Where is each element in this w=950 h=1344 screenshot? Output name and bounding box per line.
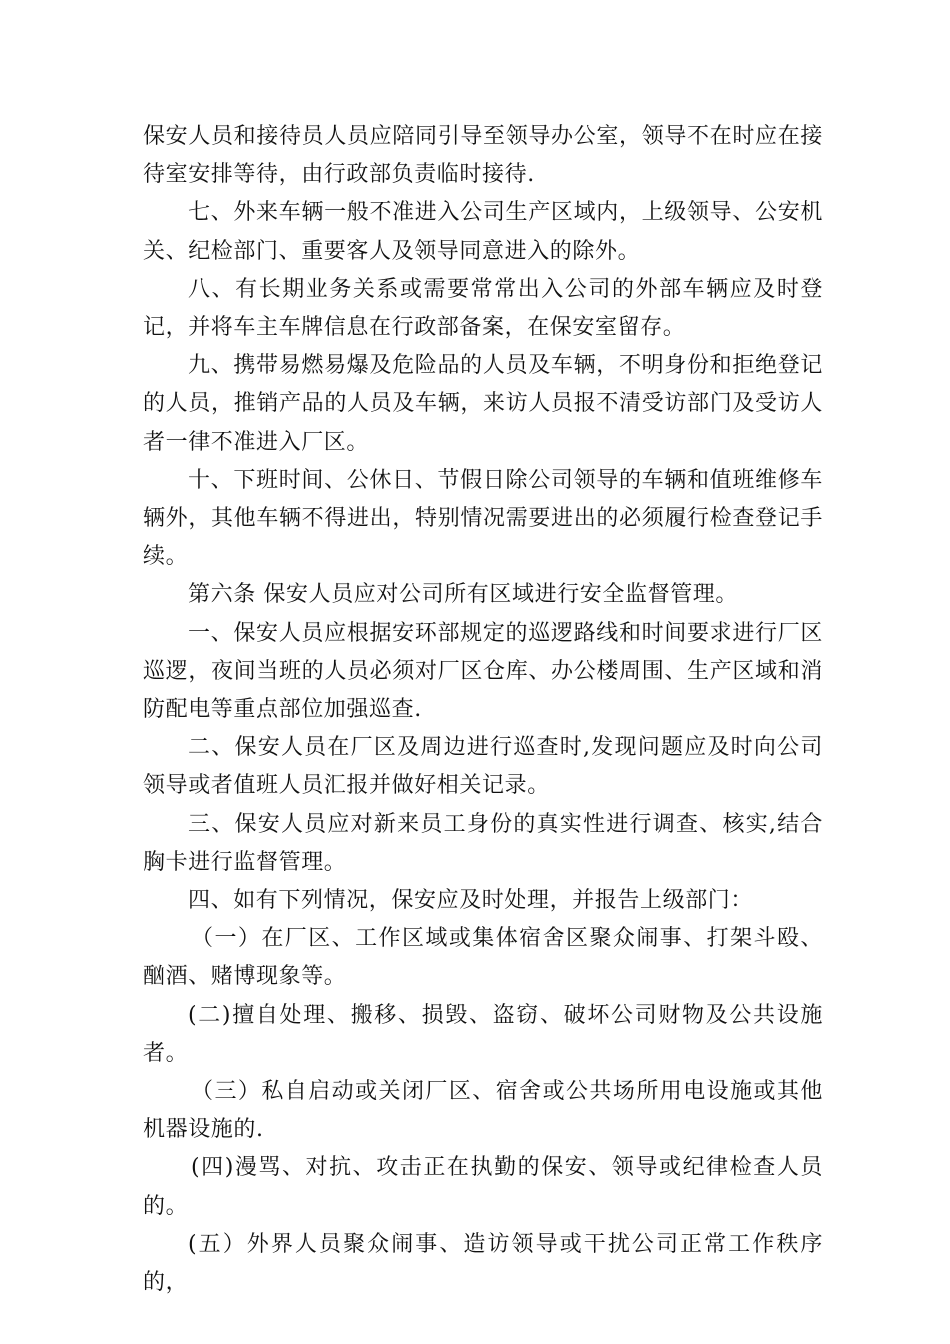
paragraph-subitem-1: （一）在厂区、工作区域或集体宿舍区聚众闹事、打架斗殴、酗酒、赌博现象等。 (143, 926, 823, 990)
paragraph-subitem-5: (五）外界人员聚众闹事、造访领导或干扰公司正常工作秩序的， (143, 1231, 823, 1296)
paragraph-article-6-item-1: 一、保安人员应根据安环部规定的巡逻路线和时间要求进行厂区巡逻，夜间当班的人员必须对厂区仓库、办公楼周围、生产区域和消防配电等重点部位加强巡查. (143, 620, 823, 723)
paragraph-subitem-2: (二)擅自处理、搬移、损毁、盗窃、破坏公司财物及公共设施者。 (143, 1002, 823, 1066)
paragraph-item-10: 十、下班时间、公休日、节假日除公司领导的车辆和值班维修车辆外，其他车辆不得进出，特别情况需要进出的必须履行检查登记手续。 (143, 467, 823, 570)
paragraph-article-6: 第六条 保安人员应对公司所有区域进行安全监督管理。 (188, 582, 738, 608)
paragraph-article-6-item-3: 三、保安人员应对新来员工身份的真实性进行调查、核实,结合胸卡进行监督管理。 (143, 811, 823, 875)
paragraph-item-7: 七、外来车辆一般不准进入公司生产区域内，上级领导、公安机关、纪检部门、重要客人及领导同意进入的除外。 (143, 200, 823, 264)
paragraph-item-8: 八、有长期业务关系或需要常常出入公司的外部车辆应及时登记，并将车主车牌信息在行政部备案，在保安室留存。 (143, 276, 823, 341)
paragraph-reception: 保安人员和接待员人员应陪同引导至领导办公室，领导不在时应在接待室安排等待，由行政部负责临时接待. (143, 124, 823, 188)
paragraph-item-9: 九、携带易燃易爆及危险品的人员及车辆，不明身份和拒绝登记的人员，推销产品的人员及车辆，来访人员报不清受访部门及受访人者一律不准进入厂区。 (143, 353, 823, 455)
paragraph-subitem-3: （三）私自启动或关闭厂区、宿舍或公共场所用电设施或其他机器设施的. (143, 1079, 823, 1143)
document-body (143, 118, 823, 1302)
paragraph-article-6-item-2: 二、保安人员在厂区及周边进行巡查时,发现问题应及时向公司领导或者值班人员汇报并做好相关记录。 (143, 735, 823, 799)
paragraph-article-6-item-4: 四、如有下列情况，保安应及时处理，并报告上级部门： (188, 888, 754, 914)
paragraph-subitem-4: (四)漫骂、对抗、攻击正在执勤的保安、领导或纪律检查人员的。 (143, 1155, 823, 1219)
